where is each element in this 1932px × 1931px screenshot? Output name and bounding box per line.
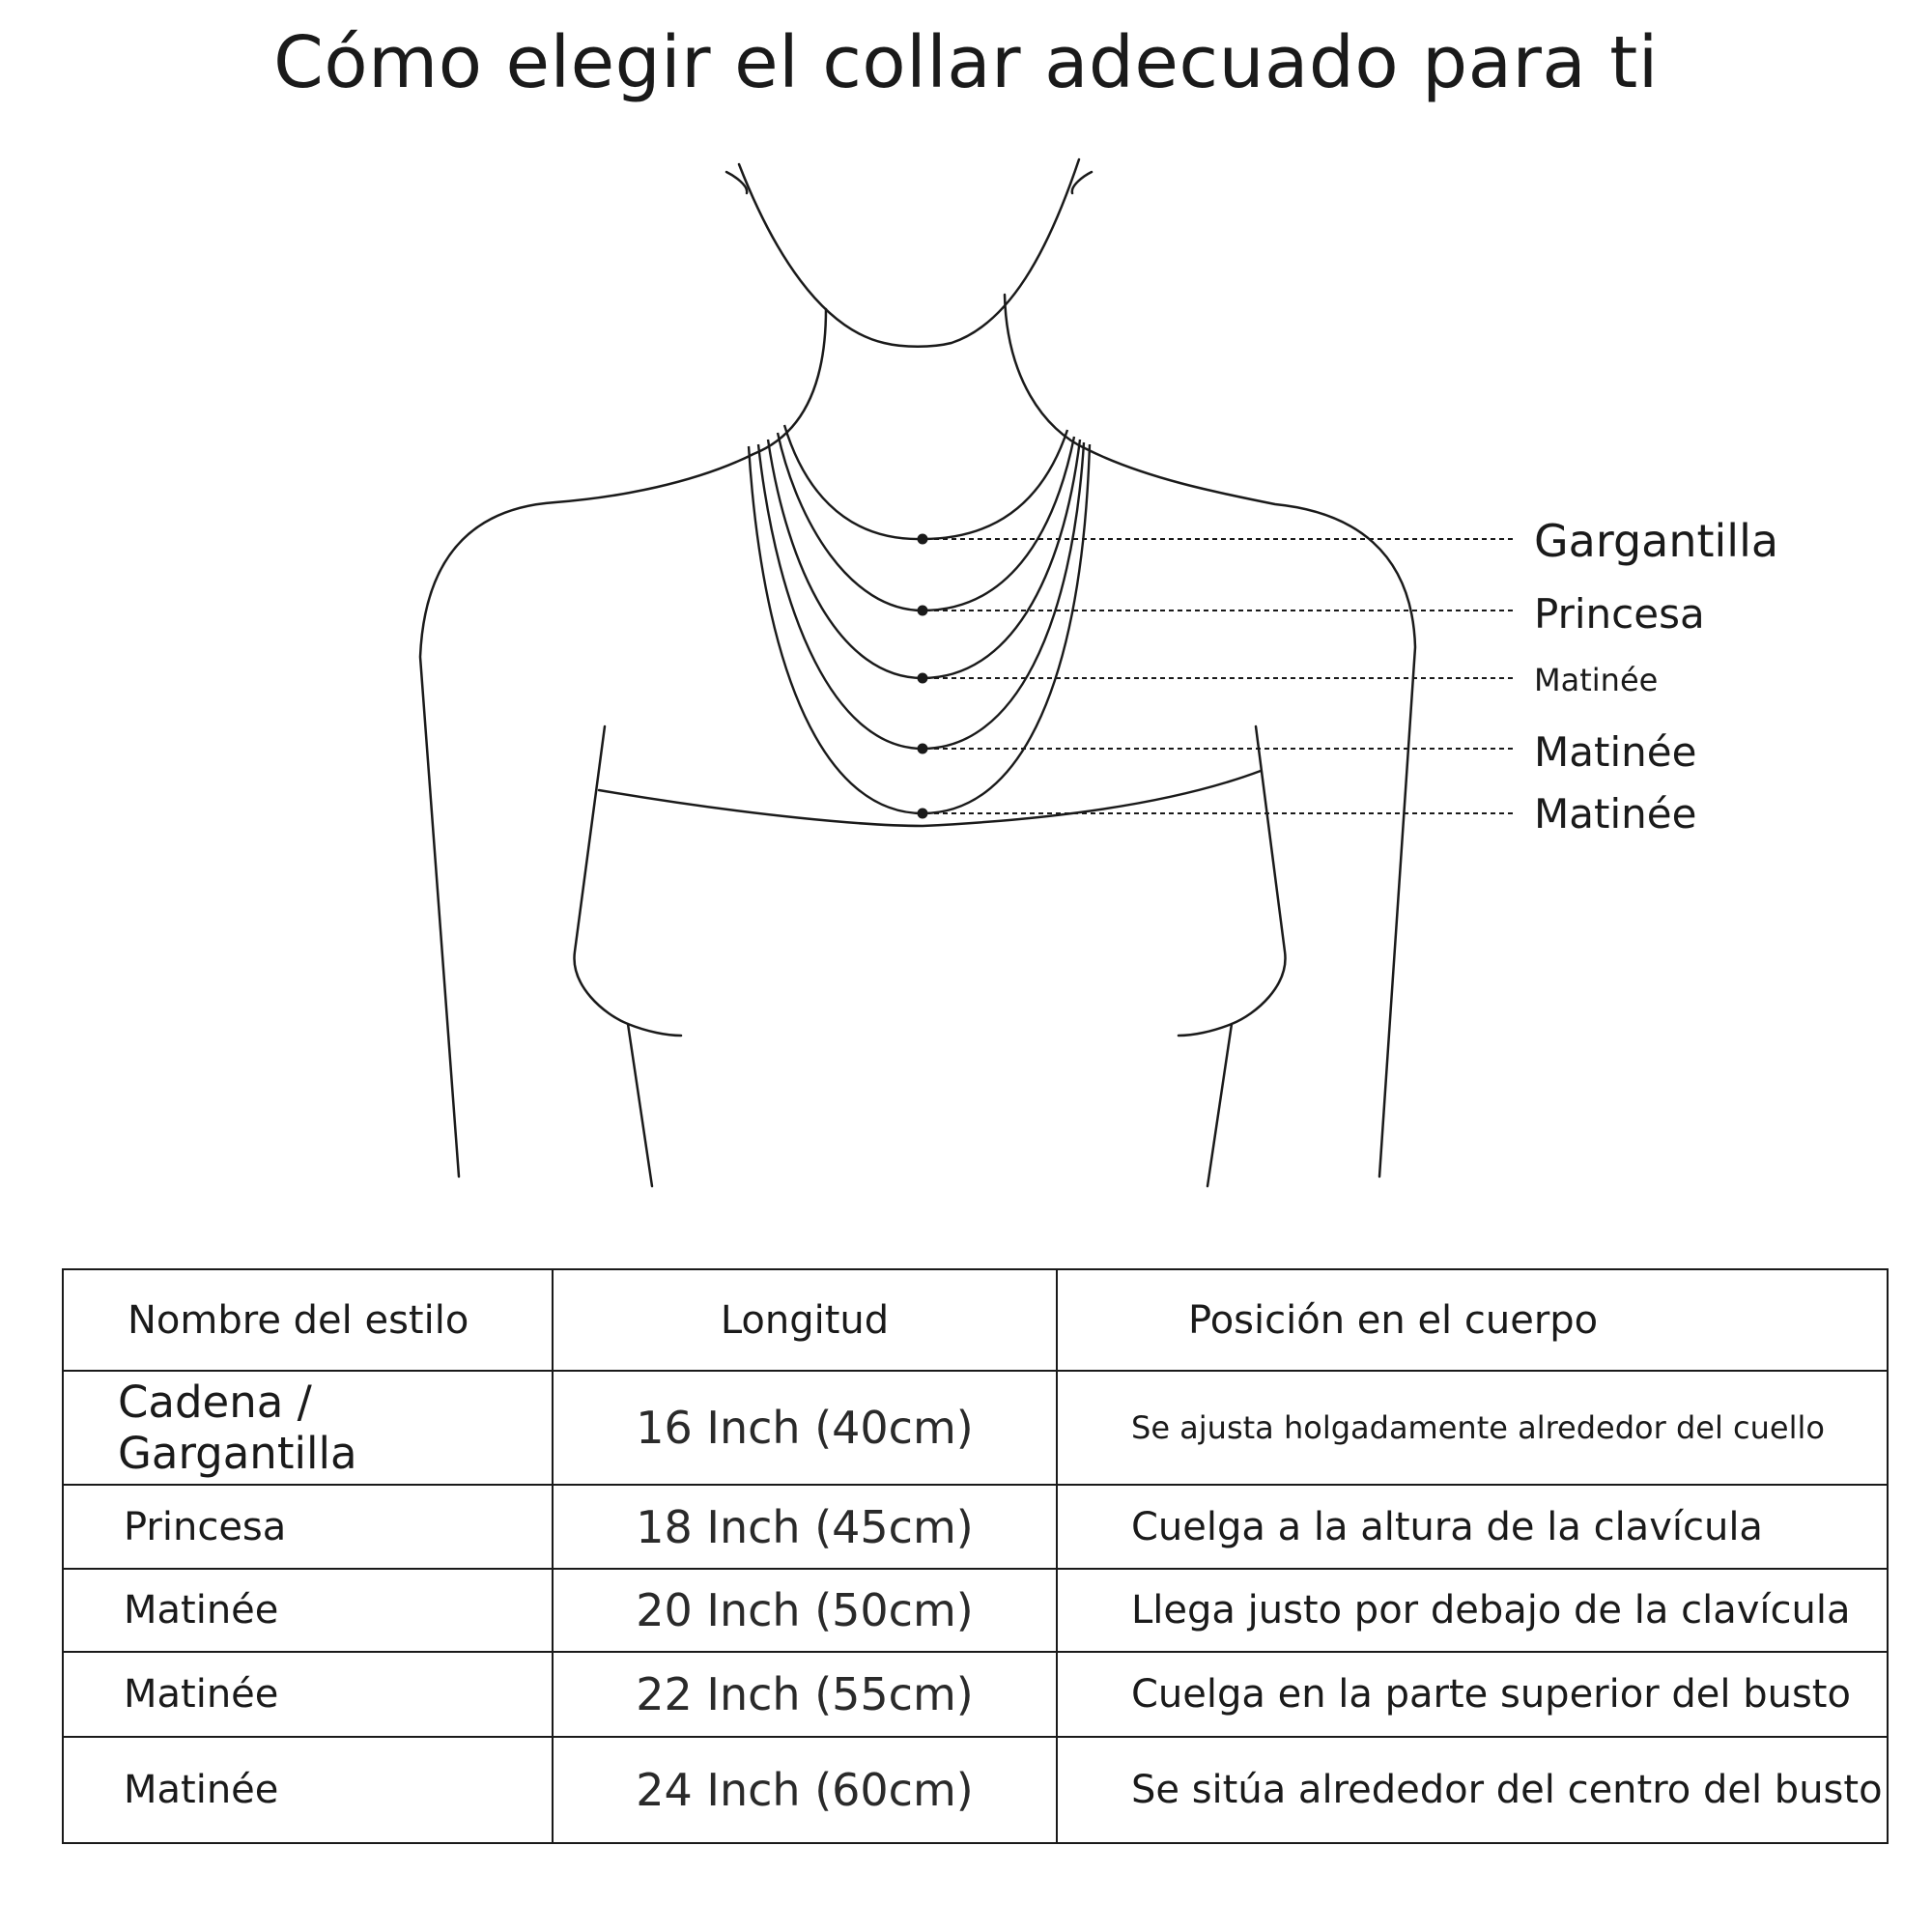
position-cell: Se ajusta holgadamente alrededor del cuello — [1057, 1371, 1888, 1485]
page-title: Cómo elegir el collar adecuado para ti — [273, 21, 1659, 104]
table-header-row — [63, 1269, 1888, 1371]
necklace-chains — [749, 425, 1090, 813]
style-name-cell: Matinée — [63, 1737, 553, 1843]
position-cell: Llega justo por debajo de la clavícula — [1057, 1569, 1888, 1652]
length-cell: 24 Inch (60cm) — [553, 1737, 1057, 1843]
length-cell: 18 Inch (45cm) — [553, 1485, 1057, 1569]
label-matinee-3: Matinée — [1534, 790, 1697, 838]
label-gargantilla: Gargantilla — [1534, 515, 1779, 567]
chain-princesa — [778, 433, 1074, 611]
body-outline — [420, 159, 1415, 1186]
position-cell: Cuelga a la altura de la clavícula — [1057, 1485, 1888, 1569]
left-waist-line — [628, 1024, 652, 1186]
jaw-outline — [739, 159, 1079, 347]
style-name-cell: Matinée — [63, 1652, 553, 1737]
style-name-cell: Matinée — [63, 1569, 553, 1652]
length-cell: 20 Inch (50cm) — [553, 1569, 1057, 1652]
size-table — [62, 1268, 1889, 1844]
right-waist-line — [1208, 1024, 1232, 1186]
header-length: Longitud — [553, 1269, 1057, 1371]
right-ear-outline — [1072, 172, 1092, 193]
level-labels — [1534, 515, 1778, 838]
length-cell: 16 Inch (40cm) — [553, 1371, 1057, 1485]
length-cell: 22 Inch (55cm) — [553, 1652, 1057, 1737]
position-cell: Se sitúa alrededor del centro del busto — [1057, 1737, 1888, 1843]
header-style-name: Nombre del estilo — [63, 1269, 553, 1371]
right-side-line — [1179, 726, 1285, 1036]
style-name-cell: Princesa — [63, 1485, 553, 1569]
garment-top-edge — [599, 771, 1261, 826]
label-matinee-2: Matinée — [1534, 728, 1697, 776]
table-row — [63, 1569, 1888, 1652]
right-neck-shoulder — [1005, 295, 1415, 1177]
chain-matinee-20 — [768, 440, 1080, 678]
label-princesa: Princesa — [1534, 590, 1705, 638]
chain-gargantilla — [784, 425, 1067, 539]
header-position: Posición en el cuerpo — [1057, 1269, 1888, 1371]
left-side-line — [575, 726, 681, 1036]
table-row — [63, 1652, 1888, 1737]
chain-matinee-22 — [758, 442, 1084, 749]
table-row — [63, 1371, 1888, 1485]
position-cell: Cuelga en la parte superior del busto — [1057, 1652, 1888, 1737]
label-matinee-1: Matinée — [1534, 662, 1659, 698]
left-neck-shoulder — [420, 309, 826, 1177]
table-row — [63, 1737, 1888, 1843]
style-name-cell: Cadena / Gargantilla — [63, 1371, 553, 1485]
table-row — [63, 1485, 1888, 1569]
